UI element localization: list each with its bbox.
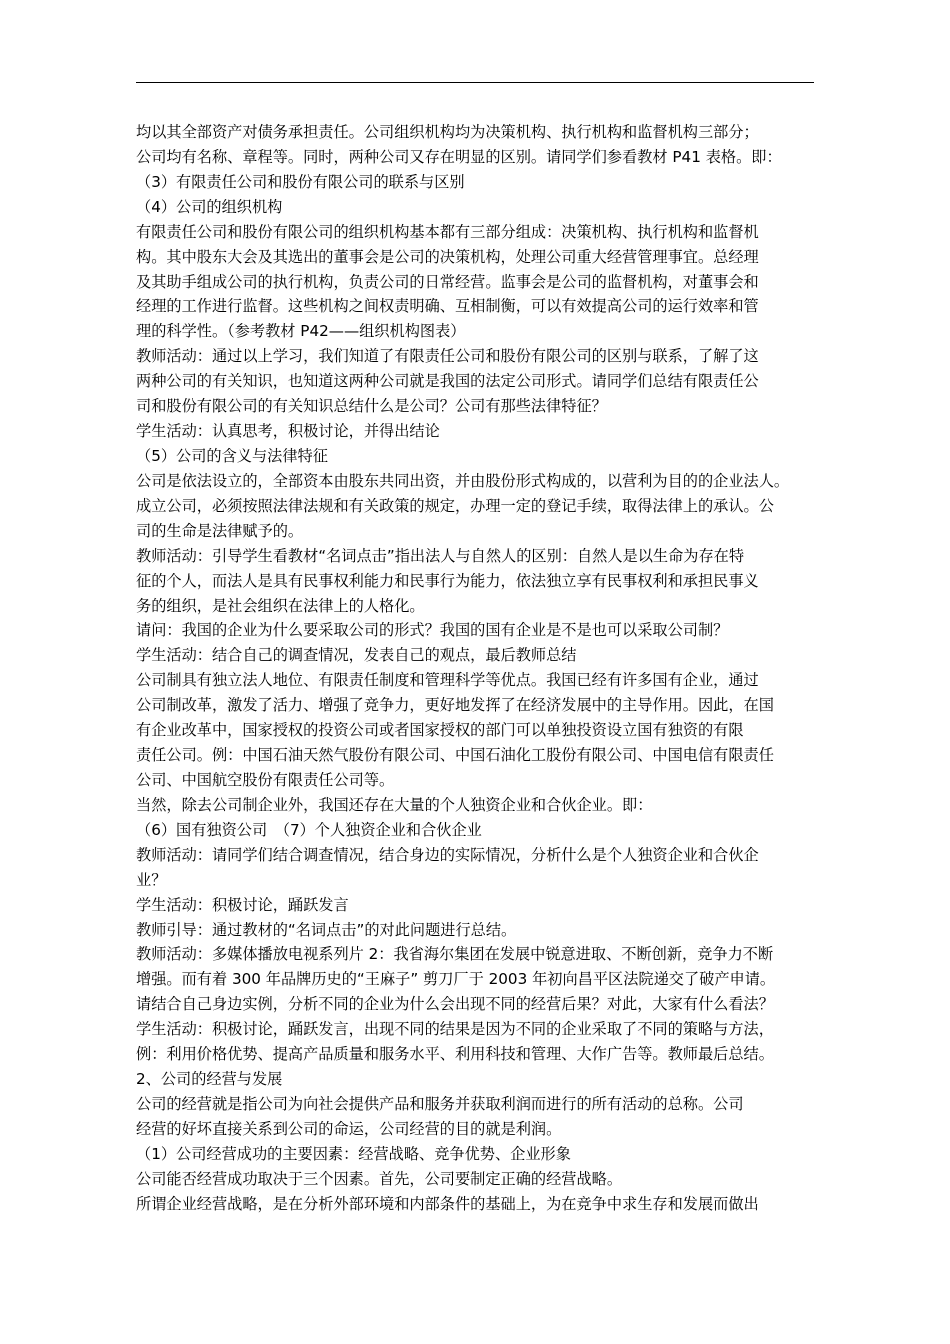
text-line: 及其助手组成公司的执行机构，负责公司的日常经营。监事会是公司的监督机构，对董事会和 xyxy=(136,272,759,291)
text-line: 请问：我国的企业为什么要采取公司的形式？我国的国有企业是不是也可以采取公司制？ xyxy=(136,621,729,640)
text-line: 有企业改革中，国家授权的投资公司或者国家授权的部门可以单独投资设立国有独资的有限 xyxy=(136,721,744,740)
text-line: 教师活动：请同学们结合调查情况，结合身边的实际情况，分析什么是个人独资企业和合伙企 xyxy=(136,845,759,864)
text-line: 公司制改革，激发了活力、增强了竞争力，更好地发挥了在经济发展中的主导作用。因此，在国 xyxy=(136,696,774,715)
text-line: 构。其中股东大会及其选出的董事会是公司的决策机构，处理公司重大经营管理事宜。总经理 xyxy=(136,247,759,266)
text-line: 请结合自己身边实例，分析不同的企业为什么会出现不同的经营后果？对此，大家有什么看法？ xyxy=(136,995,774,1014)
text-line: 司和股份有限公司的有关知识总结什么是公司？公司有那些法律特征？ xyxy=(136,397,607,416)
text-line: 教师活动：通过以上学习，我们知道了有限责任公司和股份有限公司的区别与联系，了解了这 xyxy=(136,347,759,366)
text-line: 公司是依法设立的，全部资本由股东共同出资，并由股份形式构成的，以营利为目的的企业法人。 xyxy=(136,471,790,490)
text-line: 公司、中国航空股份有限责任公司等。 xyxy=(136,770,395,789)
text-line: 经理的工作进行监督。这些机构之间权责明确、互相制衡，可以有效提高公司的运行效率和管 xyxy=(136,297,759,316)
text-line: 学生活动：积极讨论，踊跃发言，出现不同的结果是因为不同的企业采取了不同的策略与方法， xyxy=(136,1020,774,1039)
text-line: 学生活动：认真思考，积极讨论，并得出结论 xyxy=(136,422,440,441)
text-line: （4）公司的组织机构 xyxy=(136,197,283,216)
text-line: 公司的经营就是指公司为向社会提供产品和服务并获取利润而进行的所有活动的总称。公司 xyxy=(136,1094,744,1113)
text-line: 教师活动：多媒体播放电视系列片 2：我省海尔集团在发展中锐意进取、不断创新，竞争力不断 xyxy=(136,945,774,964)
text-line: 经营的好坏直接关系到公司的命运，公司经营的目的就是利润。 xyxy=(136,1119,562,1138)
text-line: （1）公司经营成功的主要因素：经营战略、竞争优势、企业形象 xyxy=(136,1144,571,1163)
text-line: 公司能否经营成功取决于三个因素。首先，公司要制定正确的经营战略。 xyxy=(136,1169,622,1188)
text-line: 两种公司的有关知识，也知道这两种公司就是我国的法定公司形式。请同学们总结有限责任公 xyxy=(136,372,759,391)
text-line: （3）有限责任公司和股份有限公司的联系与区别 xyxy=(136,172,465,191)
text-line: 公司均有名称、章程等。同时，两种公司又存在明显的区别。请同学们参看教材 P41 表格。即： xyxy=(136,147,782,166)
text-line: 业？ xyxy=(136,870,167,889)
text-line: 教师引导：通过教材的“名词点击”的对此问题进行总结。 xyxy=(136,920,517,939)
text-line: 务的组织，是社会组织在法律上的人格化。 xyxy=(136,596,425,615)
text-line: 学生活动：积极讨论，踊跃发言 xyxy=(136,895,349,914)
text-line: 均以其全部资产对债务承担责任。公司组织机构均为决策机构、执行机构和监督机构三部分； xyxy=(136,123,759,141)
text-line: 所谓企业经营战略，是在分析外部环境和内部条件的基础上，为在竞争中求生存和发展而做出 xyxy=(136,1194,759,1213)
text-line: 理的科学性。（参考教材 P42——组织机构图表） xyxy=(136,322,466,341)
text-line: 成立公司，必须按照法律法规和有关政策的规定，办理一定的登记手续，取得法律上的承认。公 xyxy=(136,496,774,515)
text-line: 2、公司的经营与发展 xyxy=(136,1070,283,1089)
text-line: 教师活动：引导学生看教材“名词点击”指出法人与自然人的区别：自然人是以生命为存在特 xyxy=(136,546,745,565)
text-line: 增强。而有着 300 年品牌历史的“王麻子” 剪刀厂于 2003 年初向昌平区法院递交了破产申请。 xyxy=(136,970,776,989)
text-line: 责任公司。例：中国石油天然气股份有限公司、中国石油化工股份有限公司、中国电信有限责任 xyxy=(136,746,774,765)
text-line: 例：利用价格优势、提高产品质量和服务水平、利用科技和管理、大作广告等。教师最后总结。 xyxy=(136,1045,774,1064)
text-line: 公司制具有独立法人地位、有限责任制度和管理科学等优点。我国已经有许多国有企业，通过 xyxy=(136,671,759,690)
text-line: 司的生命是法律赋予的。 xyxy=(136,521,304,540)
text-line: 当然，除去公司制企业外，我国还存在大量的个人独资企业和合伙企业。即： xyxy=(136,795,653,814)
text-line: （5）公司的含义与法律特征 xyxy=(136,446,328,465)
text-line: 有限责任公司和股份有限公司的组织机构基本都有三部分组成：决策机构、执行机构和监督机 xyxy=(136,222,759,241)
header-rule xyxy=(136,82,814,83)
text-line: 学生活动：结合自己的调查情况，发表自己的观点，最后教师总结 xyxy=(136,646,577,665)
body-text xyxy=(136,120,818,1217)
text-line: 征的个人，而法人是具有民事权利能力和民事行为能力，依法独立享有民事权利和承担民事义 xyxy=(136,571,759,590)
text-line: （6）国有独资公司 （7）个人独资企业和合伙企业 xyxy=(136,820,482,839)
